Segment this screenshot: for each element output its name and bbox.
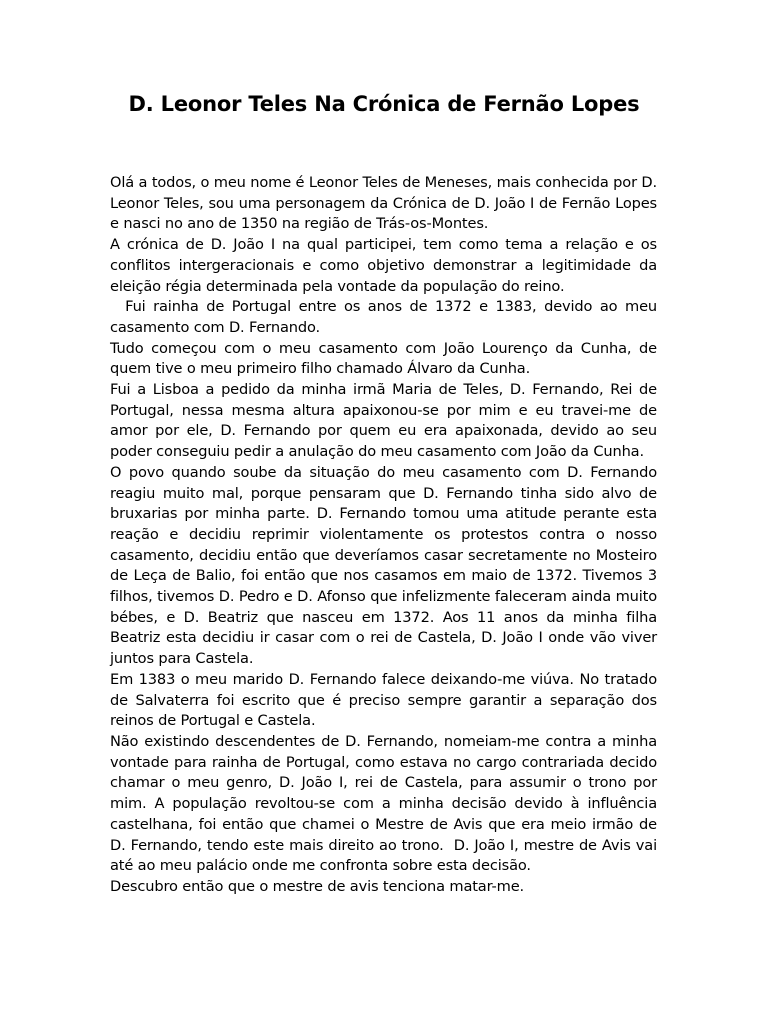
paragraph-introduction: Olá a todos, o meu nome é Leonor Teles de Meneses, mais conhecida por D. Leonor Teles, sou uma personagem da Crónica de D. João I de Fernão Lopes e nasci no ano de 1350 na região de Trás-os-Montes. xyxy=(110,174,662,233)
paragraph-people-reaction: O povo quando soube da situação do meu casamento com D. Fernando reagiu muito mal, porque pensaram que D. Fernando tinha sido alvo de bruxarias por minha parte. D. Fernando tomou uma atitude perante esta reação e decidiu reprimir violentamente os protestos contra o nosso casamento, decidiu então que deveríamos casar secretamente no Mosteiro de Leça de Balio, foi então que nos casamos em maio de 1372. Tivemos 3 filhos, tivemos D. Pedro e D. Afonso que infelizmente faleceram ainda muito bébes, e D. Beatriz que nasceu em 1372. Aos 11 anos da minha filha Beatriz esta decidiu ir casar com o rei de Castela, D. João I onde vão viver juntos para Castela. xyxy=(110,463,662,668)
paragraph-chronicle-theme: A crónica de D. João I na qual participei, tem como tema a relação e os conflitos intergeracionais e como objetivo demonstrar a legitimidade da eleição régia determinada pela vontade da população do reino. xyxy=(110,236,662,295)
paragraph-succession: Não existindo descendentes de D. Fernando, nomeiam-me contra a minha vontade para rainha de Portugal, como estava no cargo contrariada decido chamar o meu genro, D. João I, rei de Castela, para assumir o trono por mim. A população revoltou-se com a minha decisão devido à influência castelhana, foi então que chamei o Mestre de Avis que era meio irmão de D. Fernando, tendo este mais direito ao trono. D. João I, mestre de Avis vai até ao meu palácio onde me confronta sobre esta decisão. xyxy=(110,732,662,875)
paragraph-lisbon: Fui a Lisboa a pedido da minha irmã Maria de Teles, D. Fernando, Rei de Portugal, nessa mesma altura apaixonou-se por mim e eu travei-me de amor por ele, D. Fernando por quem eu era apaixonada, devido ao seu poder conseguiu pedir a anulação do meu casamento com João da Cunha. xyxy=(110,381,662,461)
page-title: D. Leonor Teles Na Crónica de Fernão Lopes xyxy=(128,92,640,116)
paragraph-widowhood: Em 1383 o meu marido D. Fernando falece deixando-me viúva. No tratado de Salvaterra foi escrito que é preciso sempre garantir a separação dos reinos de Portugal e Castela. xyxy=(110,670,662,730)
paragraph-conclusion: Descubro então que o mestre de avis tenciona matar-me. xyxy=(110,877,525,895)
paragraph-first-marriage: Tudo começou com o meu casamento com João Lourenço da Cunha, de quem tive o meu primeiro filho chamado Álvaro da Cunha. xyxy=(110,339,662,378)
paragraph-reign: Fui rainha de Portugal entre os anos de 1372 e 1383, devido ao meu casamento com D. Fernando. xyxy=(110,298,662,336)
document-body xyxy=(110,173,662,898)
